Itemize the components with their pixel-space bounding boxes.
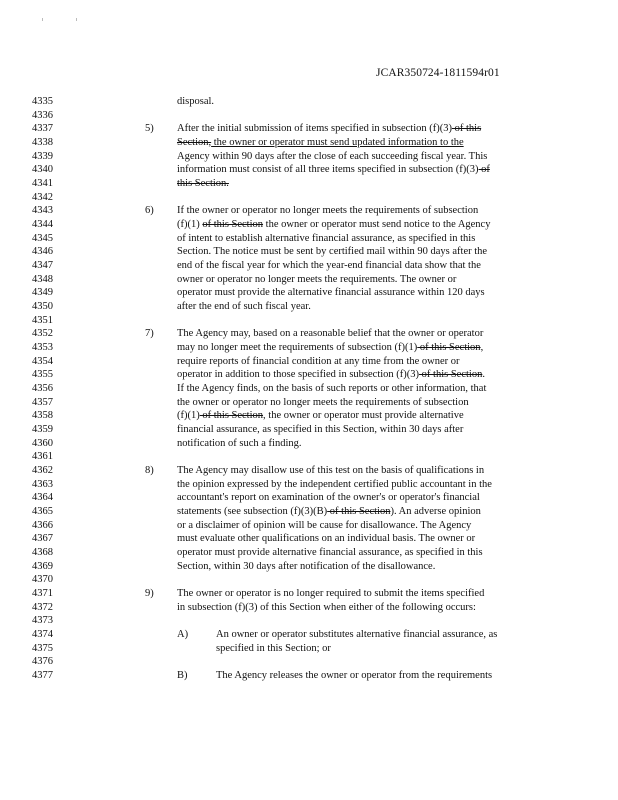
body-text-line: The Agency may disallow use of this test on the basis of qualifications in xyxy=(177,465,485,476)
line-number: 4359 xyxy=(32,424,53,435)
line-number: 4339 xyxy=(32,151,53,162)
line-number: 4371 xyxy=(32,588,53,599)
line-number: 4347 xyxy=(32,260,53,271)
struck-text: of this Section xyxy=(419,369,483,380)
body-text-line: may no longer meet the requirements of subsection (f)(1) of this Section, xyxy=(177,342,484,353)
struck-text: of this Section xyxy=(202,219,264,230)
body-text-line: (f)(1) of this Section the owner or operator must send notice to the Agency xyxy=(177,219,491,230)
line-number: 4360 xyxy=(32,438,53,449)
document-id: JCAR350724-1811594r01 xyxy=(376,67,500,79)
line-number: 4342 xyxy=(32,192,53,203)
body-text-line: accountant's report on examination of the owner's or operator's financial xyxy=(177,492,480,503)
body-text-line: specified in this Section; or xyxy=(216,643,331,654)
struck-text: this Section. xyxy=(177,178,229,189)
body-text-line: After the initial submission of items specified in subsection (f)(3) of this xyxy=(177,123,482,134)
line-number: 4376 xyxy=(32,656,53,667)
body-text-line: must evaluate other qualifications on an individual basis. The owner or xyxy=(177,533,476,544)
line-number: 4364 xyxy=(32,492,53,503)
scan-mark xyxy=(76,18,77,21)
line-number: 4368 xyxy=(32,547,53,558)
paragraph-number: 7) xyxy=(145,328,154,339)
subparagraph-letter: A) xyxy=(177,629,189,640)
body-text-line: financial assurance, as specified in this Section, within 30 days after xyxy=(177,424,464,435)
line-number: 4344 xyxy=(32,219,53,230)
inserted-text: the owner or operator must send updated information to the xyxy=(211,137,464,148)
body-text-line xyxy=(177,136,464,150)
body-text-line: owner or operator no longer meets the requirements. The owner or xyxy=(177,274,457,285)
body-text-line: disposal. xyxy=(177,96,215,107)
line-number: 4366 xyxy=(32,520,53,531)
body-text-line: The Agency may, based on a reasonable belief that the owner or operator xyxy=(177,328,484,339)
line-number: 4335 xyxy=(32,96,53,107)
line-number: 4369 xyxy=(32,561,53,572)
line-number: 4337 xyxy=(32,123,53,134)
line-number: 4345 xyxy=(32,233,53,244)
body-text-line: (f)(1) of this Section, the owner or operator must provide alternative xyxy=(177,410,464,421)
subparagraph-letter: B) xyxy=(177,670,188,681)
body-text-line: the opinion expressed by the independent certified public accountant in the xyxy=(177,479,492,490)
line-number: 4370 xyxy=(32,574,53,585)
line-number: 4357 xyxy=(32,397,53,408)
body-text-line: end of the fiscal year for which the year-end financial data show that the xyxy=(177,260,481,271)
body-text-line: An owner or operator substitutes alternative financial assurance, as xyxy=(216,629,498,640)
line-number: 4354 xyxy=(32,356,53,367)
struck-text: Section, xyxy=(177,137,212,148)
line-number: 4338 xyxy=(32,137,53,148)
line-number: 4355 xyxy=(32,369,53,380)
line-number: 4351 xyxy=(32,315,53,326)
line-number: 4358 xyxy=(32,410,53,421)
line-number: 4372 xyxy=(32,602,53,613)
body-text-line: operator must provide alternative financial assurance, as specified in this xyxy=(177,547,483,558)
body-text-line: If the Agency finds, on the basis of such reports or other information, that xyxy=(177,383,487,394)
line-number: 4367 xyxy=(32,533,53,544)
body-text-line: The Agency releases the owner or operator from the requirements xyxy=(216,670,493,681)
paragraph-number: 9) xyxy=(145,588,154,599)
scan-mark xyxy=(42,18,43,21)
line-number: 4341 xyxy=(32,178,53,189)
line-number: 4349 xyxy=(32,287,53,298)
paragraph-number: 6) xyxy=(145,205,154,216)
body-text-line: after the end of such fiscal year. xyxy=(177,301,311,312)
body-text-line: operator in addition to those specified in subsection (f)(3) of this Section. xyxy=(177,369,485,380)
line-number: 4377 xyxy=(32,670,53,681)
line-number: 4353 xyxy=(32,342,53,353)
paragraph-number: 8) xyxy=(145,465,154,476)
body-text-line: operator must provide the alternative financial assurance within 120 days xyxy=(177,287,485,298)
body-text-line: or a disclaimer of opinion will be cause for disallowance. The Agency xyxy=(177,520,472,531)
line-number: 4350 xyxy=(32,301,53,312)
body-text-line: in subsection (f)(3) of this Section when either of the following occurs: xyxy=(177,602,476,613)
line-number: 4361 xyxy=(32,451,53,462)
line-number: 4374 xyxy=(32,629,53,640)
line-number: 4373 xyxy=(32,615,53,626)
line-number: 4362 xyxy=(32,465,53,476)
body-text-line: the owner or operator no longer meets the requirements of subsection xyxy=(177,397,469,408)
body-text-line: of intent to establish alternative financial assurance, as specified in this xyxy=(177,233,476,244)
body-text-line: statements (see subsection (f)(3)(B) of this Section). An adverse opinion xyxy=(177,506,481,517)
line-number: 4356 xyxy=(32,383,53,394)
body-text-line: Section, within 30 days after notification of the disallowance. xyxy=(177,561,436,572)
line-number: 4348 xyxy=(32,274,53,285)
struck-text: of this Section xyxy=(199,410,264,421)
body-text-line: The owner or operator is no longer required to submit the items specified xyxy=(177,588,485,599)
body-text-line: notification of such a finding. xyxy=(177,438,302,449)
struck-text: of this xyxy=(451,123,482,134)
struck-text: of this Section xyxy=(327,506,391,517)
line-number: 4336 xyxy=(32,110,53,121)
body-text-line: information must consist of all three items specified in subsection (f)(3) of xyxy=(177,164,490,175)
line-number: 4365 xyxy=(32,506,53,517)
struck-text: of xyxy=(478,164,490,175)
line-number: 4375 xyxy=(32,643,53,654)
line-number: 4363 xyxy=(32,479,53,490)
body-text-line: Section. The notice must be sent by certified mail within 90 days after the xyxy=(177,246,488,257)
struck-text: of this Section xyxy=(417,342,481,353)
paragraph-number: 5) xyxy=(145,123,154,134)
body-text-line xyxy=(177,177,229,191)
body-text-line: Agency within 90 days after the close of each succeeding fiscal year. This xyxy=(177,151,488,162)
line-number: 4340 xyxy=(32,164,53,175)
body-text-line: If the owner or operator no longer meets the requirements of subsection xyxy=(177,205,479,216)
line-number: 4343 xyxy=(32,205,53,216)
line-number: 4352 xyxy=(32,328,53,339)
line-number: 4346 xyxy=(32,246,53,257)
body-text-line: require reports of financial condition at any time from the owner or xyxy=(177,356,460,367)
